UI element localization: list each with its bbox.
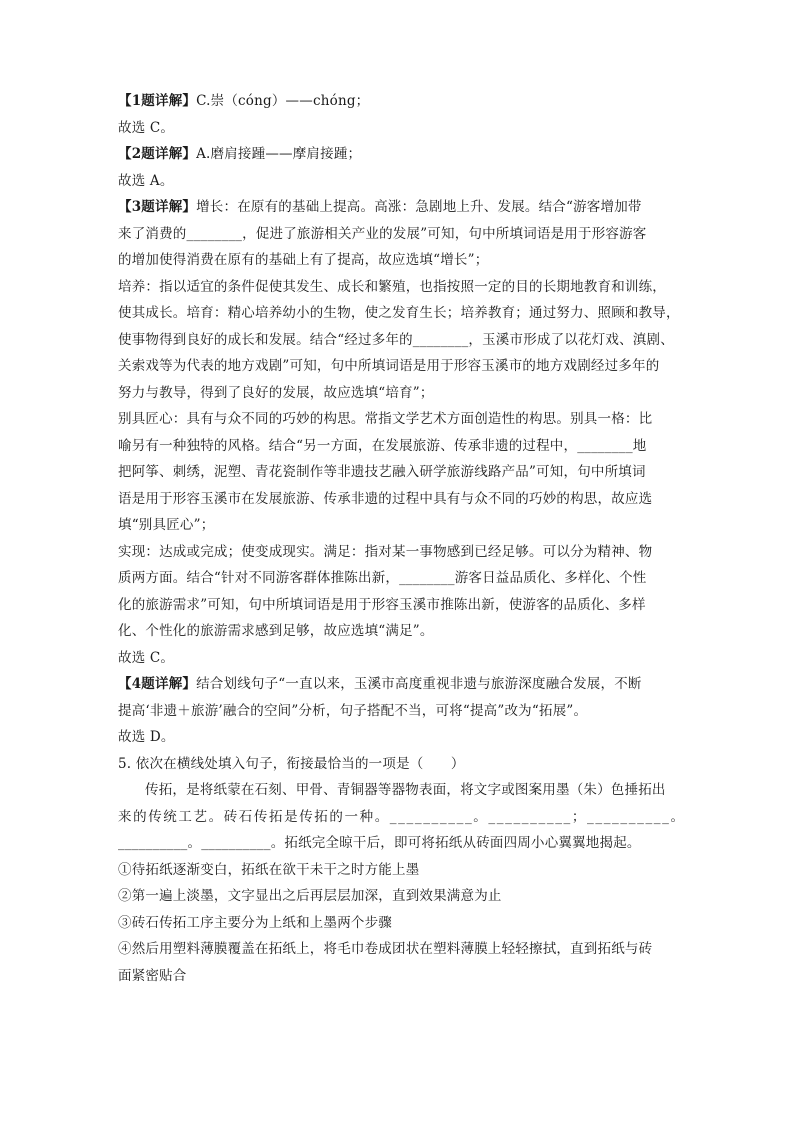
text-line: ②第一遍上淡墨，文字显出之后再层层加深，直到效果满意为止	[118, 888, 502, 904]
text-line	[118, 671, 678, 698]
section-text: C.崇（cóng）——chóng；	[196, 93, 370, 109]
text-line: 故选 C。	[118, 119, 175, 136]
section-tag: 【1题详解】	[118, 93, 197, 109]
text-line: 使其成长。培育：精心培养幼小的生物，使之发育生长；培养教育；通过努力、照顾和教导，	[118, 305, 680, 321]
text-line: 质两方面。结合“针对不同游客群体推陈出新，________游客日益品质化、多样化、个性	[118, 570, 647, 586]
text-line: 语是用于形容玉溪市在发展旅游、传承非遗的过程中具有与众不同的巧妙的构思，故应选	[118, 490, 653, 507]
text-line: 填“别具匠心”；	[118, 517, 215, 533]
section-tag: 【2题详解】	[118, 146, 197, 162]
document-page	[118, 88, 686, 989]
text-line: __________。__________。拓纸完全晾干后，即可将拓纸从砖面四周小心翼翼地揭起。	[118, 835, 641, 851]
text-line: ③砖石传拓工序主要分为上纸和上墨两个步骤	[118, 914, 392, 931]
text-line: 故选 D。	[118, 729, 175, 745]
text-line: 的增加使得消费在原有的基础上有了提高，故应选填“增长”；	[118, 252, 489, 268]
text-line: 提高‘非遗＋旅游’融合的空间”分析，句子搭配不当，可将“提高”改为“拓展”。	[118, 702, 588, 719]
text-line	[118, 141, 678, 168]
text-line: 培养：指以适宜的条件促使其发生、成长和繁殖，也指按照一定的目的长期地教育和训练，	[118, 278, 666, 295]
section-text: A.磨肩接踵——摩肩接踵；	[196, 146, 362, 162]
text-line: 面紧密贴合	[118, 967, 187, 984]
text-line: 关索戏等为代表的地方戏剧”可知，句中所填词语是用于形容玉溪市的地方戏剧经过多年的	[118, 358, 660, 374]
section-tag: 【4题详解】	[118, 676, 197, 692]
section-tag: 【3题详解】	[118, 199, 197, 215]
text-line: 别具匠心：具有与众不同的巧妙的构思。常指文学艺术方面创造性的构思。别具一格：比	[118, 411, 653, 427]
text-line: 化的旅游需求”可知，句中所填词语是用于形容玉溪市推陈出新，使游客的品质化、多样	[118, 596, 646, 613]
text-line: 化、个性化的旅游需求感到足够，故应选填“满足”。	[118, 623, 434, 639]
text-line	[118, 88, 678, 115]
text-line: ④然后用塑料薄膜覆盖在拓纸上，将毛巾卷成团状在塑料薄膜上轻轻擦拭，直到拓纸与砖	[118, 941, 653, 957]
text-line: 故选 A。	[118, 172, 174, 189]
text-line: 实现：达成或完成；使变成现实。满足：指对某一事物感到已经足够。可以分为精神、物	[118, 543, 653, 560]
text-line: 5. 依次在横线处填入句子，衔接最恰当的一项是（ ）	[118, 755, 465, 772]
text-line: 来的传统工艺。砖石传拓是传拓的一种。__________。__________；__________。	[118, 808, 686, 825]
text-line: 故选 C。	[118, 649, 175, 666]
text-line: ①待拓纸逐渐变白，拓纸在欲干未干之时方能上墨	[118, 861, 420, 878]
text-line: 把阿筝、刺绣，泥塑、青花瓷制作等非遗技艺融入研学旅游线路产品”可知，句中所填词	[118, 464, 646, 480]
text-line: 来了消费的________，促进了旅游相关产业的发展”可知，句中所填词语是用于形容游客	[118, 225, 647, 242]
text-line: 传拓，是将纸蒙在石刻、甲骨、青铜器等器物表面，将文字或图案用墨（朱）色捶拓出	[145, 782, 666, 798]
text-line: 努力与教导，得到了良好的发展，故应选填“培育”；	[118, 384, 434, 401]
text-line: 喻另有一种独特的风格。结合“另一方面，在发展旅游、传承非遗的过程中，________地	[118, 437, 647, 454]
section-text: 结合划线句子“一直以来，玉溪市高度重视非遗与旅游深度融合发展，不断	[196, 676, 642, 692]
text-line	[118, 194, 678, 221]
section-text: 增长：在原有的基础上提高。高涨：急剧地上升、发展。结合“游客增加带	[196, 199, 642, 215]
text-line: 使事物得到良好的成长和发展。结合“经过多年的________，玉溪市形成了以花灯戏、滇剧、	[118, 331, 674, 348]
